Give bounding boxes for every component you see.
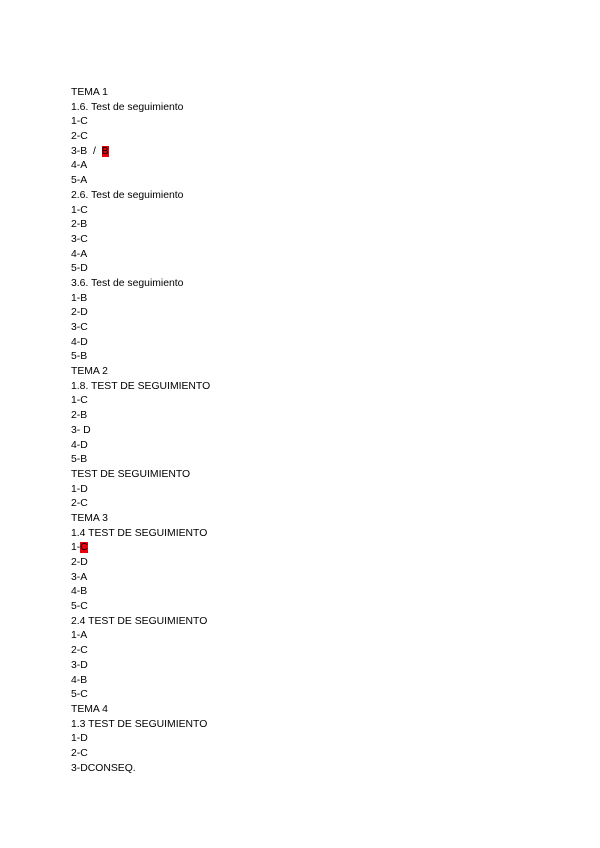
line-text: 2-C xyxy=(71,498,88,510)
line-text: 3-D xyxy=(71,659,88,671)
line-text: 2-C xyxy=(71,747,88,759)
line-text: 1.3 TEST DE SEGUIMIENTO xyxy=(71,718,208,730)
line-text: TEMA 3 xyxy=(71,512,108,524)
text-line xyxy=(71,659,210,674)
line-text: 1.6. Test de seguimiento xyxy=(71,101,184,113)
text-line xyxy=(71,189,210,204)
line-text: 1-D xyxy=(71,483,88,495)
text-line xyxy=(71,218,210,233)
line-text: 3-B / xyxy=(71,145,102,157)
text-line xyxy=(71,115,210,130)
text-line xyxy=(71,747,210,762)
text-line xyxy=(71,615,210,630)
line-text: 5-A xyxy=(71,175,88,187)
text-line xyxy=(71,233,210,248)
text-line xyxy=(71,600,210,615)
line-text: 5-C xyxy=(71,689,88,701)
line-text: 1-C xyxy=(71,116,88,128)
line-text: 2-C xyxy=(71,645,88,657)
text-line xyxy=(71,130,210,145)
line-text: 4-B xyxy=(71,674,88,686)
line-text: 4-D xyxy=(71,336,88,348)
text-line xyxy=(71,674,210,689)
line-text: 4-A xyxy=(71,160,88,172)
text-line xyxy=(71,321,210,336)
text-line xyxy=(71,453,210,468)
text-line xyxy=(71,248,210,263)
line-text: 2-B xyxy=(71,219,88,231)
text-line xyxy=(71,306,210,321)
text-line xyxy=(71,424,210,439)
line-text: 2-B xyxy=(71,410,88,422)
text-line xyxy=(71,688,210,703)
text-line xyxy=(71,262,210,277)
line-text: 2-D xyxy=(71,307,88,319)
line-text: 2-D xyxy=(71,557,88,568)
line-text: 5-B xyxy=(71,454,88,466)
line-text: 3-C xyxy=(71,233,88,245)
text-line xyxy=(71,527,210,542)
text-line xyxy=(71,703,210,718)
line-text: 4-D xyxy=(71,439,88,451)
highlighted-answer: B xyxy=(101,145,109,157)
line-text: 5-B xyxy=(71,351,88,363)
text-line xyxy=(71,145,210,160)
line-text: 1-A xyxy=(71,630,88,642)
text-line xyxy=(71,277,210,292)
line-text: 4-B xyxy=(71,586,88,598)
text-line xyxy=(71,644,210,659)
text-line xyxy=(71,732,210,747)
line-text: TEMA 2 xyxy=(71,366,108,378)
line-text: 3-A xyxy=(71,571,88,583)
line-text: TEMA 4 xyxy=(71,703,108,715)
text-line xyxy=(71,409,210,424)
line-text: 1-C xyxy=(71,204,88,216)
line-text: 2.4 TEST DE SEGUIMIENTO xyxy=(71,615,208,627)
text-line xyxy=(71,394,210,409)
text-line xyxy=(71,86,210,101)
line-text: 4-A xyxy=(71,248,88,260)
text-line xyxy=(71,204,210,219)
text-line xyxy=(71,336,210,351)
line-text: 1- xyxy=(71,542,81,554)
text-line xyxy=(71,585,210,600)
line-text: TEST DE SEGUIMIENTO xyxy=(71,468,191,480)
text-line xyxy=(71,468,210,483)
text-line xyxy=(71,718,210,733)
text-line xyxy=(71,571,210,586)
line-text: 2-C xyxy=(71,131,88,143)
text-line xyxy=(71,292,210,307)
text-line xyxy=(71,762,210,777)
line-text: 1-C xyxy=(71,395,88,407)
line-text: 1.8. TEST DE SEGUIMIENTO xyxy=(71,380,211,392)
text-line xyxy=(71,483,210,498)
text-line xyxy=(71,556,210,571)
text-line xyxy=(71,380,210,395)
document-body xyxy=(71,86,210,776)
line-text: 3-C xyxy=(71,322,88,333)
line-text: 5-D xyxy=(71,263,88,275)
text-line xyxy=(71,541,210,556)
line-text: 3-DCONSEQ. xyxy=(71,762,136,774)
line-text: 5-C xyxy=(71,601,88,613)
line-text: 2.6. Test de seguimiento xyxy=(71,189,184,201)
line-text: 3.6. Test de seguimiento xyxy=(71,277,184,289)
text-line xyxy=(71,159,210,174)
line-text: 1.4 TEST DE SEGUIMIENTO xyxy=(71,527,208,539)
line-text: 1-D xyxy=(71,733,88,745)
line-text: TEMA 1 xyxy=(71,87,108,98)
text-line xyxy=(71,497,210,512)
text-line xyxy=(71,350,210,365)
text-line xyxy=(71,174,210,189)
text-line xyxy=(71,629,210,644)
highlighted-answer: C xyxy=(80,542,88,554)
text-line xyxy=(71,365,210,380)
text-line xyxy=(71,512,210,527)
text-line xyxy=(71,439,210,454)
text-line xyxy=(71,101,210,116)
line-text: 3- D xyxy=(71,424,91,436)
line-text: 1-B xyxy=(71,292,88,304)
